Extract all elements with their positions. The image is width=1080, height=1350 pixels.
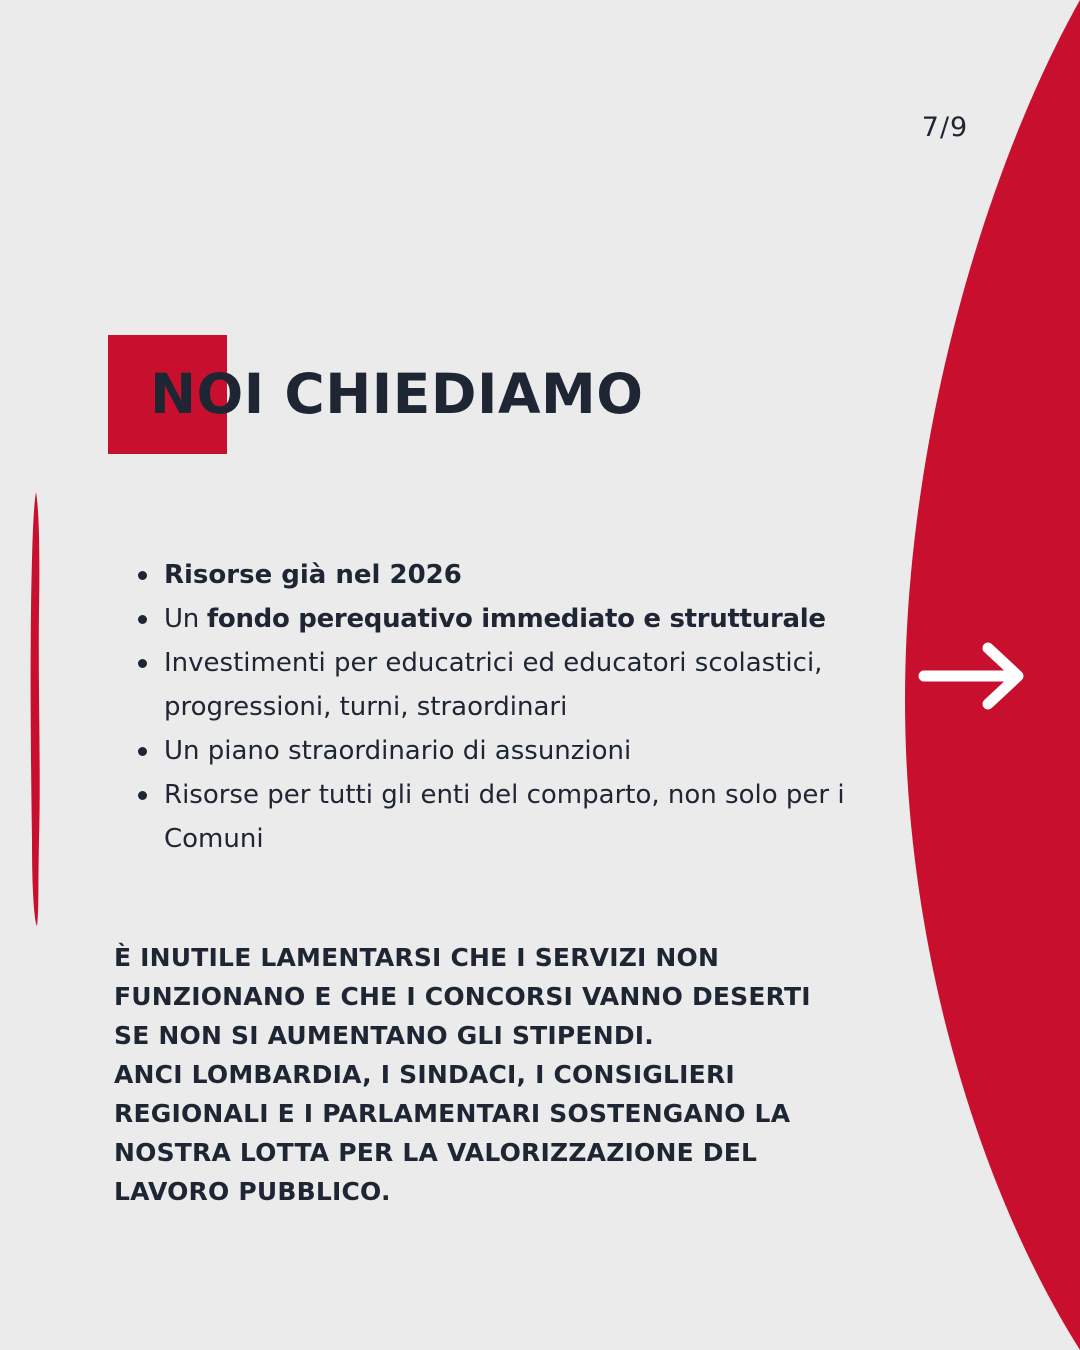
arrow-right-icon[interactable] — [916, 640, 1028, 712]
closing-statement — [114, 938, 884, 1211]
list-item: Un fondo perequativo immediato e strutturale — [134, 597, 894, 641]
closing-line: REGIONALI E I PARLAMENTARI SOSTENGANO LA — [114, 1099, 791, 1128]
page-counter: 7/9 — [921, 112, 969, 143]
list-item: Risorse per tutti gli enti del comparto, non solo per i Comuni — [134, 773, 894, 861]
closing-line: ANCI LOMBARDIA, I SINDACI, I CONSIGLIERI — [114, 1060, 735, 1089]
list-item: Risorse già nel 2026 — [134, 553, 894, 597]
list-item: Investimenti per educatrici ed educatori scolastici, progressioni, turni, straordinari — [134, 641, 894, 729]
closing-line: LAVORO PUBBLICO. — [114, 1177, 391, 1206]
page-title: NOI CHIEDIAMO — [150, 362, 644, 426]
closing-line: SE NON SI AUMENTANO GLI STIPENDI. — [114, 1021, 654, 1050]
demands-list — [134, 553, 894, 861]
closing-line: È INUTILE LAMENTARSI CHE I SERVIZI NON — [114, 943, 720, 972]
closing-line: NOSTRA LOTTA PER LA VALORIZZAZIONE DEL — [114, 1138, 758, 1167]
closing-line: FUNZIONANO E CHE I CONCORSI VANNO DESERTI — [114, 982, 811, 1011]
list-item: Un piano straordinario di assunzioni — [134, 729, 894, 773]
brush-stroke-decoration — [26, 490, 48, 930]
